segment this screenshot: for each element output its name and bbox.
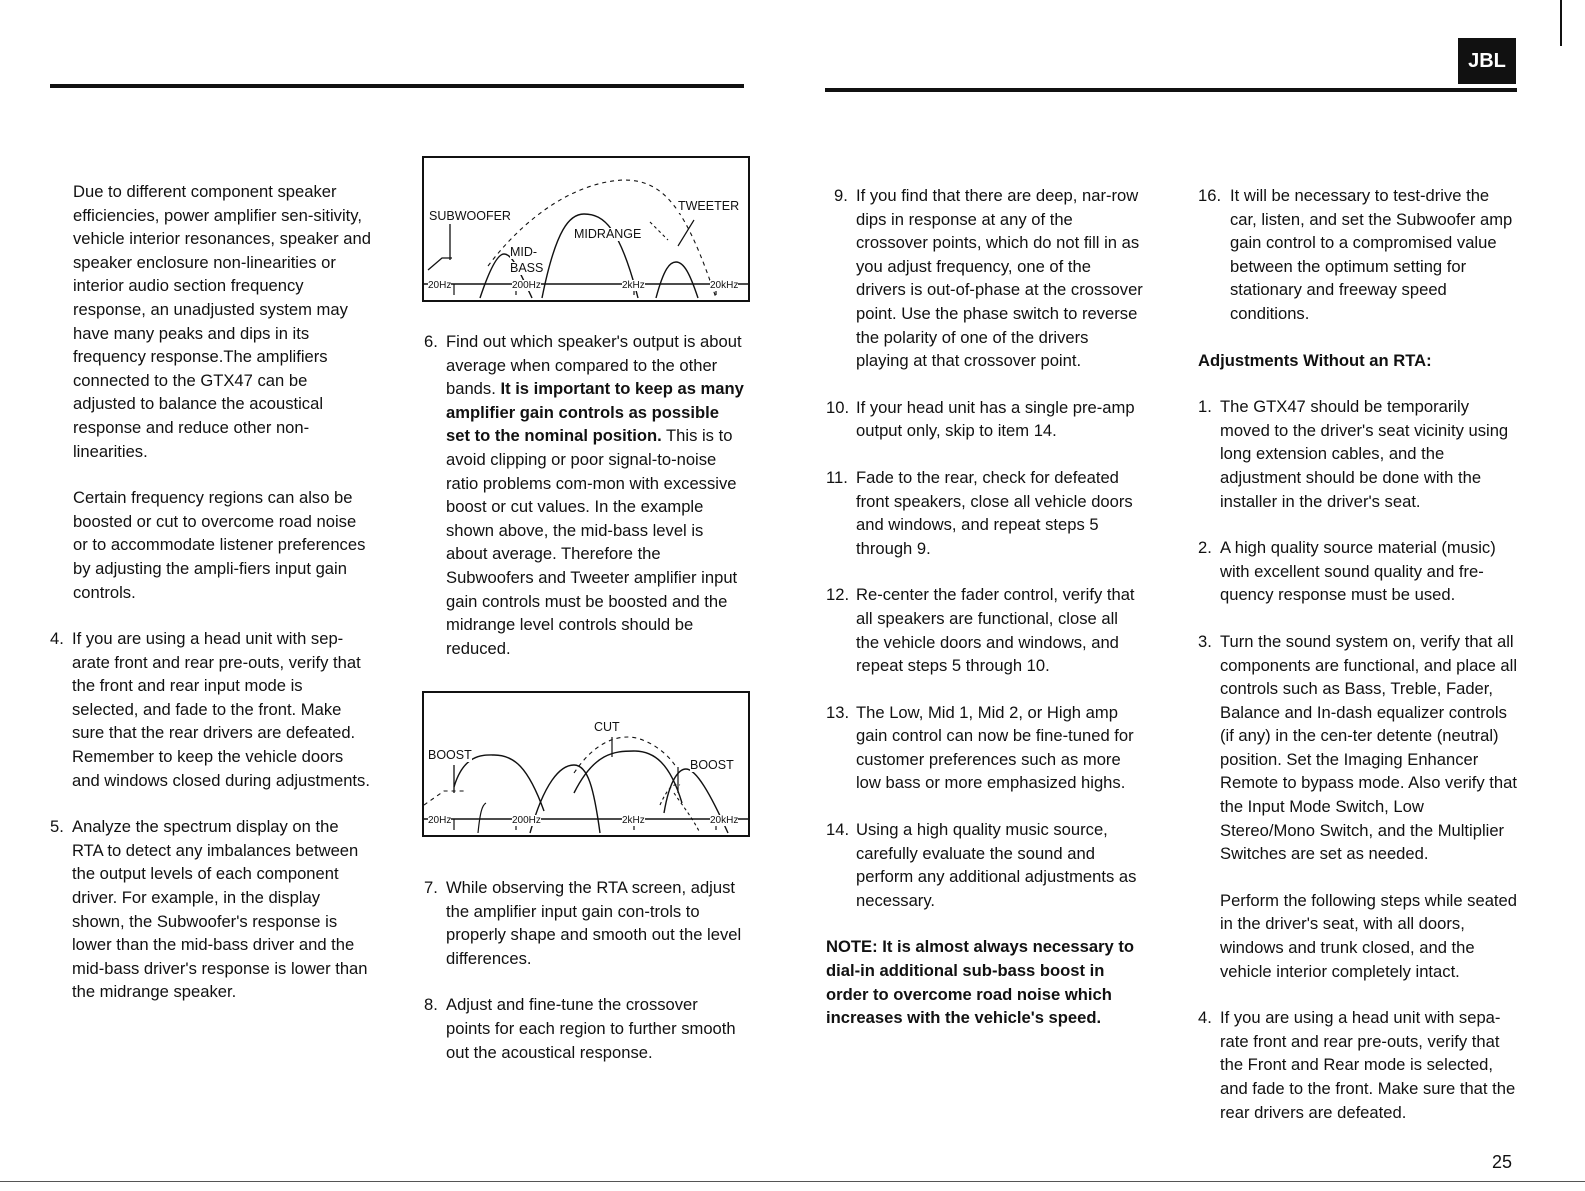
step-text: The Low, Mid 1, Mid 2, or High amp gain control can now be fine-tuned for customer preferences such as more low bass or more emphasized highs. — [856, 702, 1134, 793]
label-boost-right: BOOST — [690, 758, 734, 772]
jbl-logo: JBL — [1458, 38, 1516, 84]
label-boost-left: BOOST — [428, 748, 472, 762]
step-12 — [826, 583, 1144, 677]
step-8 — [424, 993, 744, 1064]
tick-2khz: 2kHz — [622, 280, 645, 291]
no-rta-step-4 — [1198, 1006, 1518, 1124]
step-text: It will be necessary to test-drive the car, listen, and set the Subwoofer amp gain control to a compromised value between the optimum setting for stationary and freeway speed conditions. — [1230, 186, 1513, 323]
step-13 — [826, 701, 1144, 795]
label-bass: BASS — [510, 261, 544, 275]
column-1 — [50, 180, 372, 1027]
step-number: 2. — [1198, 538, 1212, 558]
step-number: 8. — [424, 995, 438, 1015]
step-number: 6. — [424, 332, 438, 351]
tick-2khz: 2kHz — [622, 815, 645, 826]
step-text: Find out which speaker's output is about average when compared to the other bands. — [446, 332, 742, 399]
step-number: 10. — [826, 397, 850, 417]
tick-20hz: 20Hz — [428, 815, 452, 826]
tick-20khz: 20kHz — [710, 815, 739, 826]
step-text: Analyze the spectrum display on the RTA to detect any imbalances between the output levels of each component driver. For example, in the display shown, the Subwoofer's response is lower than the mid-bass driver and the mid-bass driver's response is lower than the midrange speaker. — [72, 817, 368, 1002]
step-text: If you are using a head unit with sepa-rate front and rear pre-outs, verify that the Front and Rear mode is selected, and fade to the front. Make sure that the rear drivers are defeated. — [1220, 1008, 1516, 1122]
step-number: 16. — [1198, 186, 1222, 205]
no-rta-step-1 — [1198, 395, 1518, 513]
step-number: 9. — [834, 186, 848, 205]
tick-20khz: 20kHz — [710, 280, 739, 291]
step-text: If you are using a head unit with sep-arate front and rear pre-outs, verify that the front and rear input mode is selected, and fade to the front. Make sure that the rear drivers are defeated. Remember to keep the vehicle doors and windows closed during adjustments. — [72, 629, 370, 790]
step-number: 1. — [1198, 397, 1212, 417]
step-text: Fade to the rear, check for defeated front speakers, close all vehicle doors and windows, and repeat steps 5 through 9. — [856, 467, 1133, 558]
step-text: If you find that there are deep, nar-row dips in response at any of the crossover points, which do not fill in as you adjust frequency, one of the drivers is out-of-phase at the crossover point. Use the phase switch to reverse the polarity of one of the drivers playing at that crossover point. — [856, 186, 1143, 371]
perform-paragraph: Perform the following steps while seated in the driver's seat, with all doors, windows and trunk closed, and the vehicle interior completely intact. — [1220, 890, 1517, 981]
no-rta-step-2 — [1198, 536, 1518, 607]
step-text: Using a high quality music source, carefully evaluate the sound and perform any additional adjustments as necessary. — [856, 820, 1137, 910]
footer-rule — [0, 1181, 1585, 1182]
step-text: The GTX47 should be temporarily moved to the driver's seat vicinity using long extension cables, and the adjustment should be done with the installer in the driver's seat. — [1220, 397, 1509, 511]
label-mid: MID- — [510, 245, 538, 259]
step-number: 5. — [50, 817, 64, 837]
step-7 — [424, 876, 744, 970]
column-2-lower — [424, 876, 744, 1087]
section-heading: Adjustments Without an RTA: — [1198, 350, 1432, 370]
label-cut: CUT — [594, 720, 620, 734]
column-4 — [1198, 184, 1518, 1147]
step-number: 4. — [1198, 1008, 1212, 1028]
intro-paragraph: Due to different component speaker efficiencies, power amplifier sen-sitivity, vehicle interior resonances, speaker and speaker enclosure non-linearities or interior audio section frequency response, an unadjusted system may have many peaks and dips in its frequency response.The amplifiers connected to the GTX47 can be adjusted to balance the acoustical response and reduce other non-linearities. — [73, 182, 371, 461]
step-text: Adjust and fine-tune the crossover points for each region to further smooth out the acoustical response. — [446, 995, 736, 1062]
step-number: 3. — [1198, 631, 1212, 651]
tick-200hz: 200Hz — [512, 815, 541, 826]
step-number: 7. — [424, 878, 438, 897]
edge-mark — [1560, 0, 1562, 46]
column-2 — [424, 330, 744, 683]
page-number: 25 — [1492, 1152, 1513, 1172]
rta-diagram-boost-cut — [422, 691, 750, 837]
label-subwoofer: SUBWOOFER — [429, 209, 511, 223]
tick-200hz: 200Hz — [512, 280, 541, 291]
step-number: 4. — [50, 629, 64, 649]
note-paragraph: NOTE: It is almost always necessary to dial-in additional sub-bass boost in order to overcome road noise which increases with the vehicle's speed. — [826, 937, 1135, 1028]
rta-diagram-unadjusted — [422, 156, 750, 302]
step-text: Re-center the fader control, verify that all speakers are functional, close all the vehicle doors and windows, and repeat steps 5 through 10. — [856, 585, 1135, 676]
step-text: Turn the sound system on, verify that all components are functional, and place all controls such as Bass, Treble, Fader, Balance and In-dash equalizer controls (if any) in the cen-ter detente (neutral) position. Set the Imaging Enhancer Remote to bypass mode. Also verify that the Input Mode Switch, Low Stereo/Mono Switch, and the Multiplier Switches are set as needed. — [1220, 631, 1518, 864]
step-number: 14. — [826, 820, 850, 840]
header-rule-right — [825, 88, 1517, 92]
step-11 — [826, 466, 1144, 560]
step-6 — [424, 330, 744, 660]
no-rta-step-3 — [1198, 630, 1518, 866]
step-emphasis: It is important to keep as many amplifier gain controls as possible set to the nominal position. — [446, 379, 744, 446]
label-tweeter: TWEETER — [678, 199, 740, 213]
step-number: 12. — [826, 585, 850, 605]
step-number: 13. — [826, 702, 850, 722]
step-16 — [1198, 184, 1518, 326]
label-midrange: MIDRANGE — [574, 227, 642, 241]
step-number: 11. — [826, 467, 848, 487]
step-text: A high quality source material (music) with excellent sound quality and fre-quency response must be used. — [1220, 538, 1496, 605]
step-9 — [826, 184, 1144, 373]
step-text: If your head unit has a single pre-amp output only, skip to item 14. — [856, 397, 1135, 441]
step-14 — [826, 818, 1144, 912]
column-3 — [826, 184, 1144, 1053]
step-5 — [50, 815, 372, 1004]
step-10 — [826, 396, 1144, 443]
step-text-continued: This is to avoid clipping or poor signal-to-noise ratio problems com-mon with excessive boost or cut values. In the example shown above, the mid-bass level is about average. Therefore the Subwoofers and Tweeter amplifier input gain controls must be boosted and the midrange level controls should be reduced. — [446, 426, 738, 658]
step-text: While observing the RTA screen, adjust the amplifier input gain con-trols to properly shape and smooth out the level differences. — [446, 878, 742, 968]
boost-cut-paragraph: Certain frequency regions can also be boosted or cut to overcome road noise or to accommodate listener preferences by adjusting the ampli-fiers input gain controls. — [73, 488, 366, 602]
tick-20hz: 20Hz — [428, 280, 452, 291]
header-rule-left — [50, 84, 744, 88]
step-4 — [50, 627, 372, 792]
